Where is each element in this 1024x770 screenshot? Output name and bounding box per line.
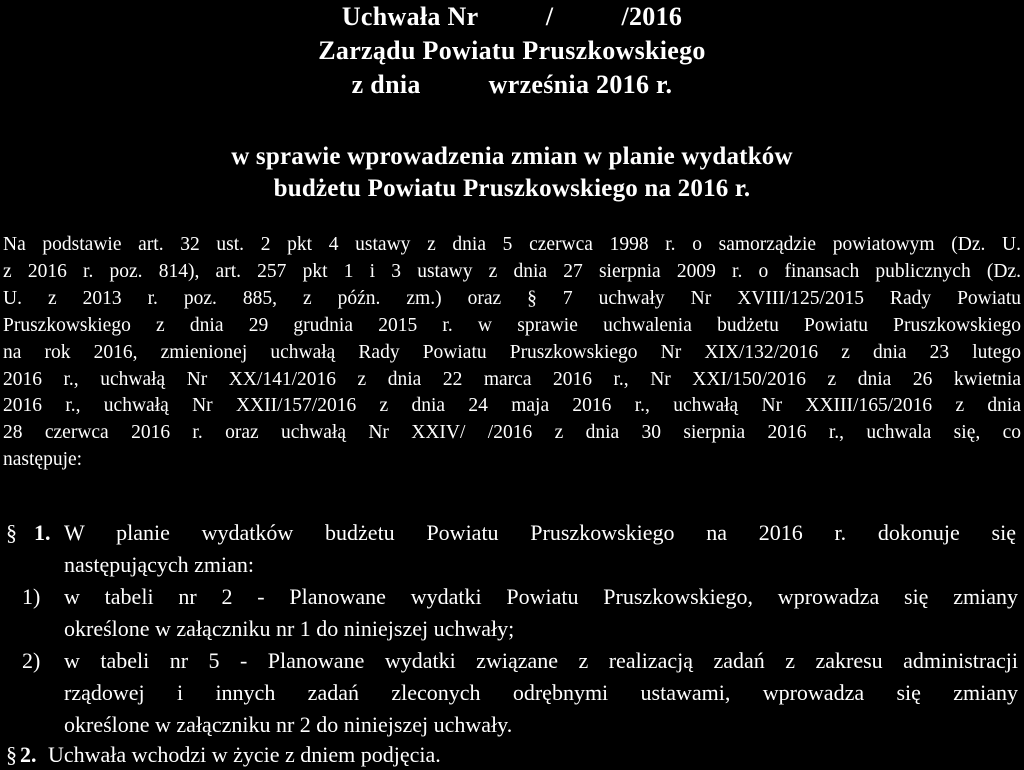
list-item-marker: 1) — [22, 584, 41, 609]
list-item-text: w tabeli nr 5 - Planowane wydatki związane z realizacją zadań z zakresu administracji — [64, 648, 1018, 673]
legal-basis-line: Pruszkowskiego z dnia 29 grudnia 2015 r. w sprawie uchwalenia budżetu Powiatu Pruszkowskiego — [3, 314, 1021, 336]
subject-line-2: budżetu Powiatu Pruszkowskiego na 2016 r. — [273, 175, 751, 202]
legal-basis-line: 2016 r., uchwałą Nr XXII/157/2016 z dnia 24 maja 2016 r., uchwałą Nr XXIII/165/2016 z dnia — [3, 395, 1021, 417]
section-sign: § — [6, 742, 17, 767]
legal-basis-line: U. z 2013 r. poz. 885, z późn. zm.) oraz § 7 uchwały Nr XVIII/125/2015 Rady Powiatu — [3, 287, 1021, 309]
legal-basis-line: z 2016 r. poz. 814), art. 257 pkt 1 i 3 ustawy z dnia 27 sierpnia 2009 r. o finansach publicznych (Dz. — [3, 260, 1021, 282]
legal-basis-line: na rok 2016, zmienionej uchwałą Rady Powiatu Pruszkowskiego Nr XIX/132/2016 z dnia 23 lutego — [3, 341, 1021, 363]
section-1-text-continued: następujących zmian: — [64, 552, 254, 577]
section-sign: § — [6, 520, 17, 545]
list-item-text: określone w załączniku nr 2 do niniejszej uchwały. — [64, 712, 513, 737]
section-1-text: W planie wydatków budżetu Powiatu Pruszkowskiego na 2016 r. dokonuje się — [64, 520, 1016, 545]
list-item-marker: 2) — [22, 648, 41, 673]
section-number: 2. — [20, 742, 37, 767]
resolution-date: z dnia września 2016 r. — [351, 70, 673, 99]
issuing-body: Zarządu Powiatu Pruszkowskiego — [318, 36, 706, 65]
legal-basis-line: 28 czerwca 2016 r. oraz uchwałą Nr XXIV/ /2016 z dnia 30 sierpnia 2016 r., uchwala się, co — [3, 422, 1021, 444]
subject-line-1: w sprawie wprowadzenia zmian w planie wydatków — [231, 143, 793, 170]
list-item-text: w tabeli nr 2 - Planowane wydatki Powiatu Pruszkowskiego, wprowadza się zmiany — [64, 584, 1018, 609]
list-item-text: określone w załączniku nr 1 do niniejszej uchwały; — [64, 616, 515, 641]
section-number: 1. — [34, 520, 51, 545]
legal-basis-line: 2016 r., uchwałą Nr XX/141/2016 z dnia 22 marca 2016 r., Nr XXI/150/2016 z dnia 26 kwietnia — [3, 368, 1021, 390]
legal-basis-line: Na podstawie art. 32 ust. 2 pkt 4 ustawy z dnia 5 czerwca 1998 r. o samorządzie powiatowym (Dz. U. — [3, 234, 1021, 255]
legal-basis-line: następuje: — [3, 449, 83, 471]
section-2-text: Uchwała wchodzi w życie z dniem podjęcia. — [48, 742, 441, 767]
resolution-number: Uchwała Nr / /2016 — [341, 2, 683, 31]
legal-basis-paragraph — [3, 232, 1021, 474]
list-item-text: rządowej i innych zadań zleconych odrębnymi ustawami, wprowadza się zmiany — [64, 680, 1018, 705]
